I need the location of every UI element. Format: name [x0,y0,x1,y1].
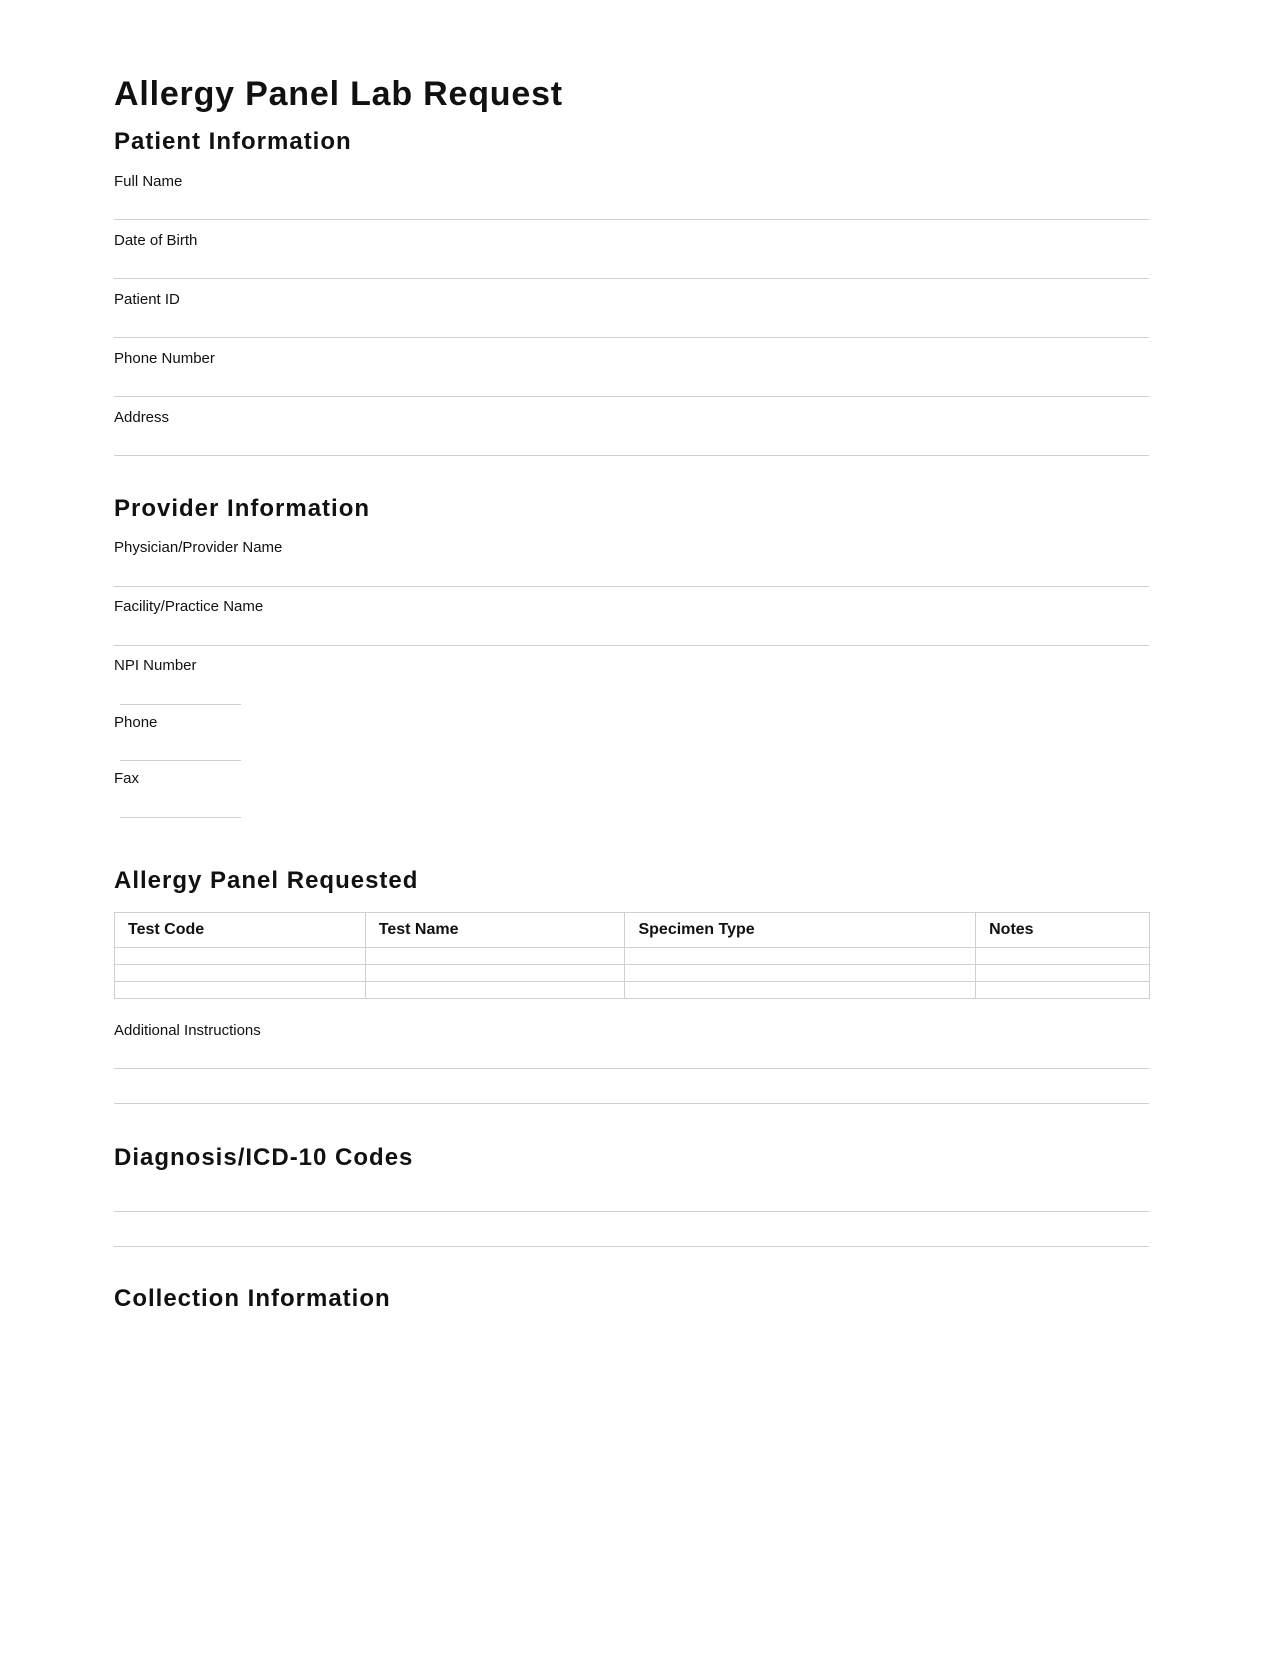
dob-input-line[interactable] [114,278,1149,279]
field-label-additional-instructions: Additional Instructions [114,1022,261,1039]
section-heading-patient: Patient Information [114,128,352,155]
column-header-test-name: Test Name [365,913,625,948]
diagnosis-line-1[interactable] [114,1211,1149,1212]
section-heading-diagnosis: Diagnosis/ICD-10 Codes [114,1144,414,1171]
address-input-line[interactable] [114,455,1149,456]
patient-id-input-line[interactable] [114,337,1149,338]
field-label-npi: NPI Number [114,657,197,674]
provider-phone-input-line[interactable] [120,760,241,761]
table-cell[interactable] [365,982,625,999]
table-cell[interactable] [625,965,976,982]
npi-input-line[interactable] [120,704,241,705]
table-cell[interactable] [625,948,976,965]
table-cell[interactable] [115,965,366,982]
section-heading-panel: Allergy Panel Requested [114,867,419,894]
table-cell[interactable] [976,982,1150,999]
phone-number-input-line[interactable] [114,396,1149,397]
provider-name-input-line[interactable] [114,586,1149,587]
fax-input-line[interactable] [120,817,241,818]
facility-input-line[interactable] [114,645,1149,646]
table-cell[interactable] [976,965,1150,982]
column-header-specimen-type: Specimen Type [625,913,976,948]
column-header-test-code: Test Code [115,913,366,948]
field-label-phone-number: Phone Number [114,350,215,367]
field-label-provider-phone: Phone [114,714,158,731]
additional-instructions-line-2[interactable] [114,1103,1149,1104]
field-label-fax: Fax [114,770,140,787]
field-label-provider-name: Physician/Provider Name [114,539,283,556]
field-label-address: Address [114,409,170,426]
table-cell[interactable] [365,948,625,965]
field-label-dob: Date of Birth [114,232,198,249]
page-title: Allergy Panel Lab Request [114,75,563,113]
table-cell[interactable] [115,982,366,999]
page-cutoff [0,1322,1263,1669]
table-cell[interactable] [625,982,976,999]
section-heading-provider: Provider Information [114,495,371,522]
table-row [115,982,1150,999]
table-cell[interactable] [976,948,1150,965]
table-row [115,965,1150,982]
additional-instructions-line-1[interactable] [114,1068,1149,1069]
table-row [115,948,1150,965]
diagnosis-line-2[interactable] [114,1246,1149,1247]
column-header-notes: Notes [976,913,1150,948]
section-heading-collection: Collection Information [114,1285,391,1312]
table-header-row [115,913,1150,948]
field-label-patient-id: Patient ID [114,291,180,308]
full-name-input-line[interactable] [114,219,1149,220]
field-label-facility: Facility/Practice Name [114,598,264,615]
field-label-full-name: Full Name [114,173,183,190]
table-cell[interactable] [365,965,625,982]
allergy-panel-table [114,912,1150,999]
table-cell[interactable] [115,948,366,965]
